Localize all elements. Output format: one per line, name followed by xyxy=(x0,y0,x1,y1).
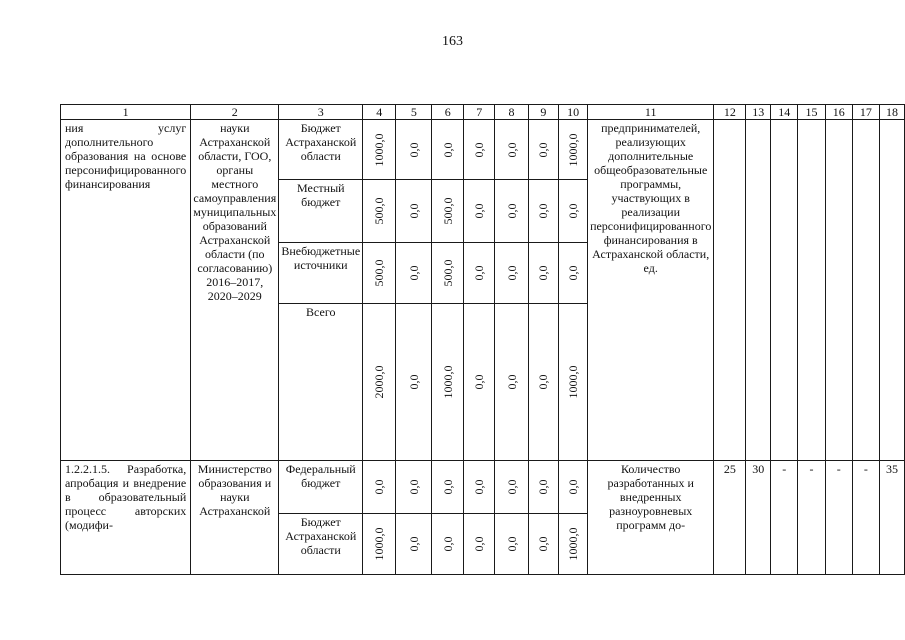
value-cell: 1000,0 xyxy=(559,120,588,180)
program-table xyxy=(60,104,905,575)
indicator-cell xyxy=(746,120,771,461)
funding-source-cell: Бюджет Астраханской области xyxy=(279,514,363,575)
funding-source-cell: Бюджет Астраханской области xyxy=(279,120,363,180)
funding-source-cell: Внебюджетные источники xyxy=(279,243,363,304)
indicator-cell: 25 xyxy=(714,461,746,575)
indicator-cell xyxy=(798,120,825,461)
value-cell: 0,0 xyxy=(363,461,396,514)
header-cell: 4 xyxy=(363,105,396,120)
value-cell: 0,0 xyxy=(528,180,559,243)
measure-name-cell: ния услуг дополнительного образования на основе персонифицированного финансирования xyxy=(61,120,191,461)
value-cell: 0,0 xyxy=(432,514,464,575)
value-cell: 0,0 xyxy=(396,120,432,180)
executor-cell: Министерство образования и науки Астраханской xyxy=(191,461,279,575)
value-cell: 0,0 xyxy=(396,243,432,304)
value-cell: 0,0 xyxy=(463,243,495,304)
value-cell: 0,0 xyxy=(463,514,495,575)
header-cell: 9 xyxy=(528,105,559,120)
indicator-cell xyxy=(852,120,879,461)
value-cell: 0,0 xyxy=(432,120,464,180)
header-cell: 15 xyxy=(798,105,825,120)
value-cell: 0,0 xyxy=(432,461,464,514)
value-cell: 0,0 xyxy=(528,304,559,461)
value-cell: 0,0 xyxy=(528,461,559,514)
header-cell: 5 xyxy=(396,105,432,120)
indicator-name-cell: предпринимателей, реализующих дополнительные общеобразовательные программы, участвующих в реализации персонифицированного финансирования в Астраханской области, ед. xyxy=(588,120,714,461)
header-cell: 11 xyxy=(588,105,714,120)
value-cell: 0,0 xyxy=(495,304,528,461)
header-cell: 13 xyxy=(746,105,771,120)
header-row xyxy=(61,105,905,120)
value-cell: 0,0 xyxy=(396,461,432,514)
value-cell: 0,0 xyxy=(528,120,559,180)
header-cell: 12 xyxy=(714,105,746,120)
header-cell: 8 xyxy=(495,105,528,120)
header-cell: 16 xyxy=(825,105,852,120)
value-cell: 0,0 xyxy=(495,514,528,575)
value-cell: 1000,0 xyxy=(559,514,588,575)
header-cell: 17 xyxy=(852,105,879,120)
measure-name-cell: 1.2.2.1.5. Разработка, апробация и внедрение в образовательный процесс авторских (модифи- xyxy=(61,461,191,575)
value-cell: 0,0 xyxy=(495,243,528,304)
executor-cell: науки Астраханской области, ГОО, органы местного самоуправления муниципальных образований Астраханской области (по согласованию) 2016–2017, 2020–2029 xyxy=(191,120,279,461)
value-cell: 0,0 xyxy=(495,180,528,243)
header-cell: 7 xyxy=(463,105,495,120)
header-cell: 3 xyxy=(279,105,363,120)
value-cell: 1000,0 xyxy=(363,514,396,575)
value-cell: 0,0 xyxy=(463,304,495,461)
header-cell: 10 xyxy=(559,105,588,120)
value-cell: 1000,0 xyxy=(559,304,588,461)
value-cell: 500,0 xyxy=(432,243,464,304)
value-cell: 0,0 xyxy=(528,243,559,304)
value-cell: 2000,0 xyxy=(363,304,396,461)
indicator-cell: 35 xyxy=(880,461,905,575)
funding-source-cell: Местный бюджет xyxy=(279,180,363,243)
header-cell: 14 xyxy=(771,105,798,120)
indicator-cell: - xyxy=(852,461,879,575)
value-cell: 0,0 xyxy=(463,120,495,180)
value-cell: 0,0 xyxy=(495,461,528,514)
value-cell: 0,0 xyxy=(559,461,588,514)
value-cell: 0,0 xyxy=(463,180,495,243)
funding-source-cell: Всего xyxy=(279,304,363,461)
indicator-cell xyxy=(771,120,798,461)
value-cell: 500,0 xyxy=(363,180,396,243)
value-cell: 0,0 xyxy=(396,180,432,243)
value-cell: 1000,0 xyxy=(432,304,464,461)
indicator-name-cell: Количество разработанных и внедренных разноуровневых программ до- xyxy=(588,461,714,575)
indicator-cell xyxy=(714,120,746,461)
value-cell: 0,0 xyxy=(559,243,588,304)
funding-source-cell: Федеральный бюджет xyxy=(279,461,363,514)
indicator-cell: - xyxy=(798,461,825,575)
header-cell: 18 xyxy=(880,105,905,120)
value-cell: 0,0 xyxy=(559,180,588,243)
table-row xyxy=(61,461,905,514)
indicator-cell: 30 xyxy=(746,461,771,575)
value-cell: 0,0 xyxy=(396,514,432,575)
value-cell: 0,0 xyxy=(495,120,528,180)
value-cell: 500,0 xyxy=(363,243,396,304)
page-number: 163 xyxy=(442,34,463,49)
header-cell: 1 xyxy=(61,105,191,120)
value-cell: 500,0 xyxy=(432,180,464,243)
indicator-cell xyxy=(880,120,905,461)
header-cell: 6 xyxy=(432,105,464,120)
value-cell: 1000,0 xyxy=(363,120,396,180)
indicator-cell: - xyxy=(825,461,852,575)
value-cell: 0,0 xyxy=(463,461,495,514)
header-cell: 2 xyxy=(191,105,279,120)
value-cell: 0,0 xyxy=(396,304,432,461)
table-row xyxy=(61,120,905,180)
value-cell: 0,0 xyxy=(528,514,559,575)
indicator-cell xyxy=(825,120,852,461)
indicator-cell: - xyxy=(771,461,798,575)
